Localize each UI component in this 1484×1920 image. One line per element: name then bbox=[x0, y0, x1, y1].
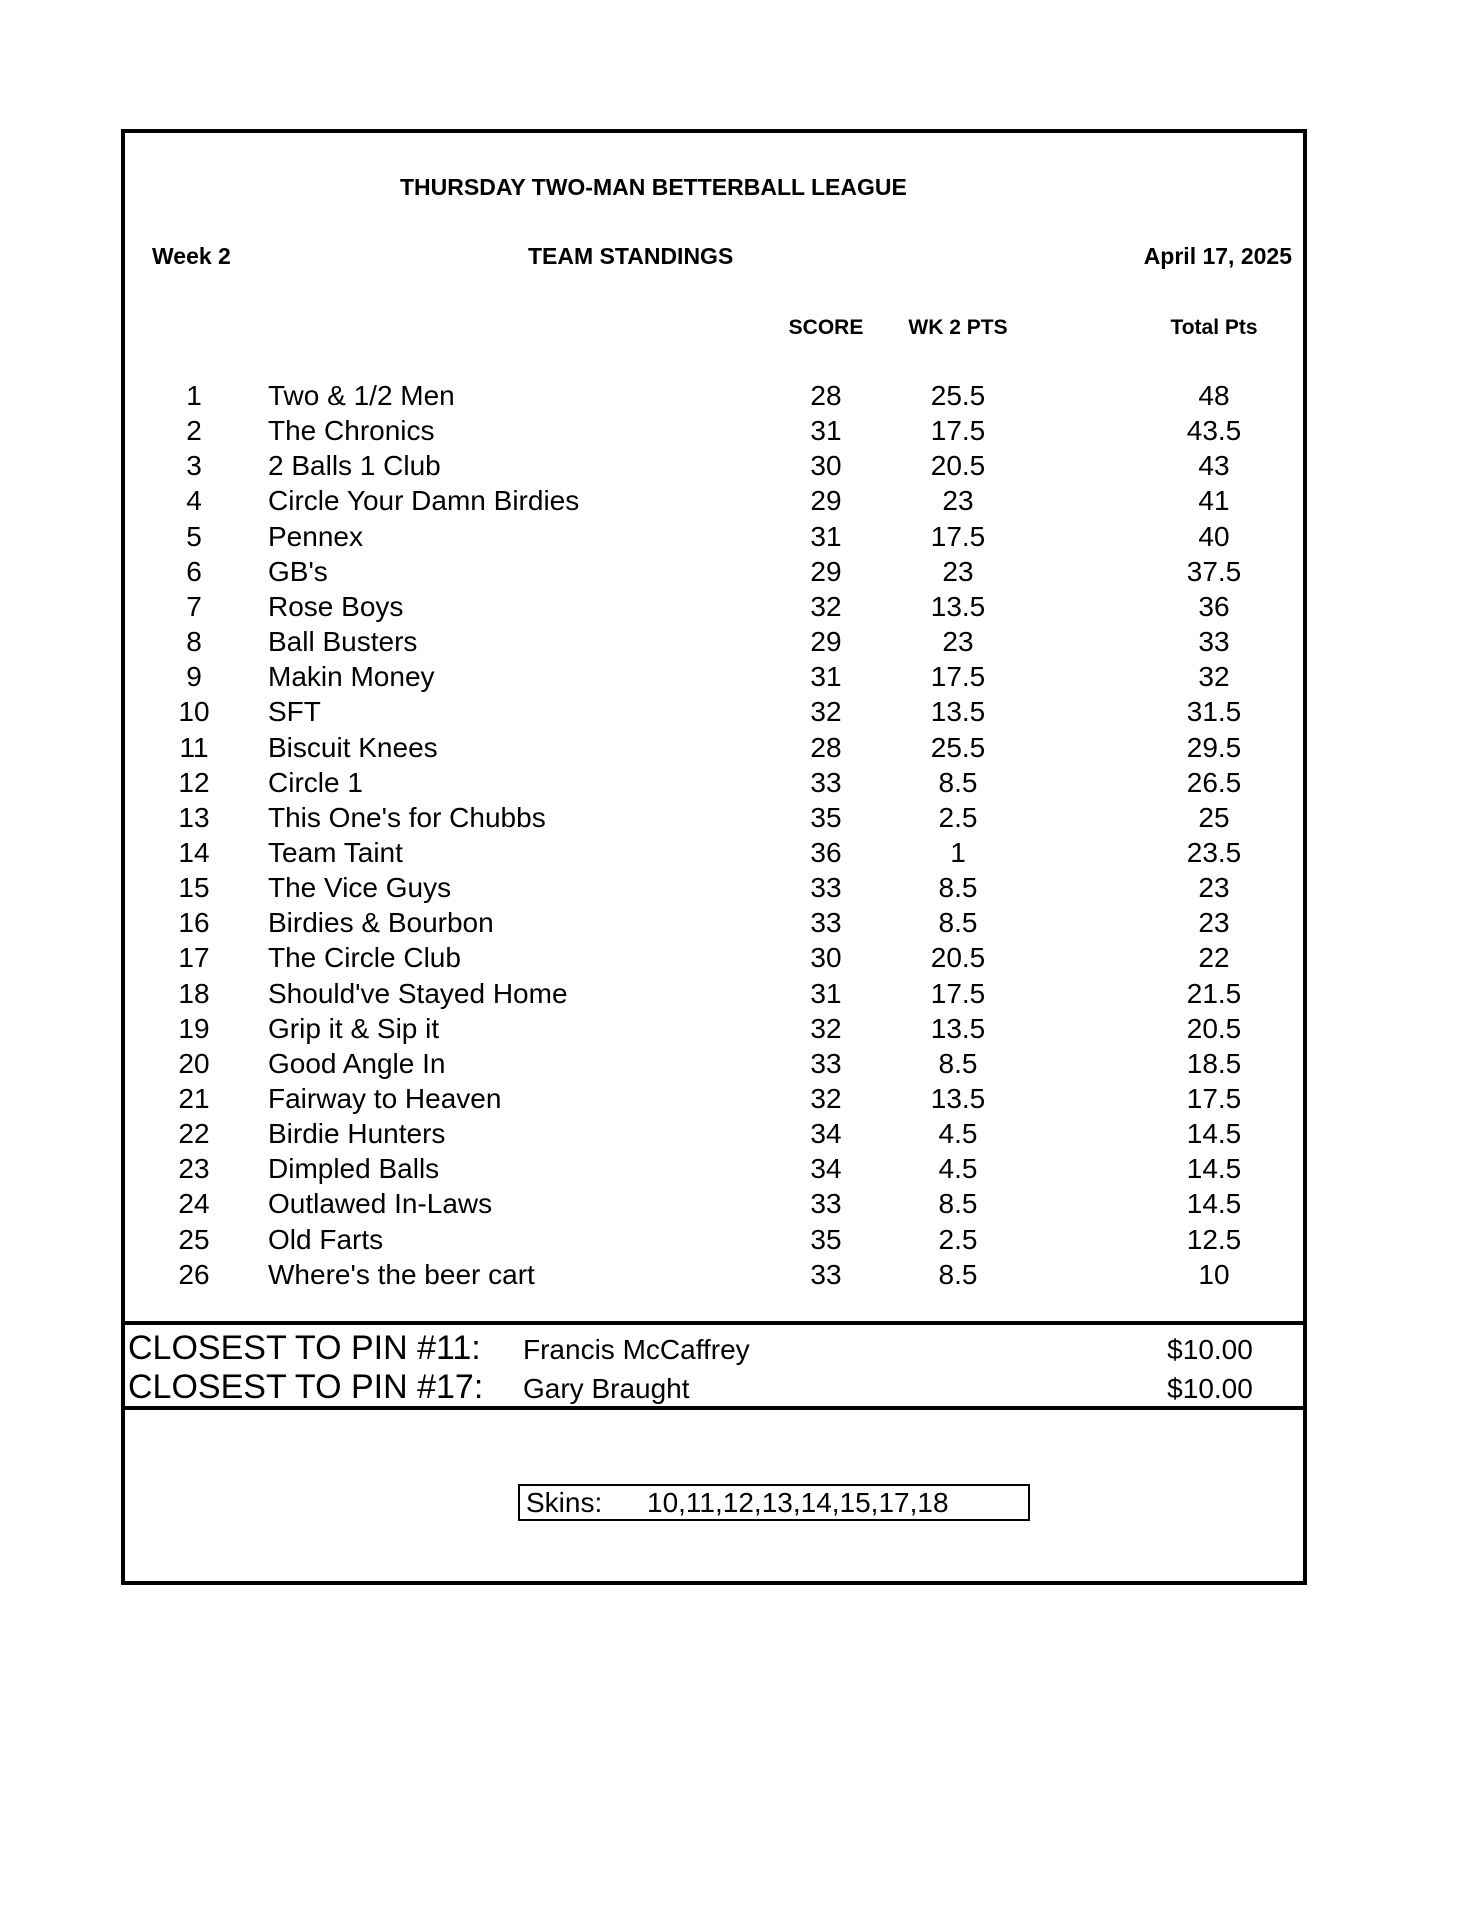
score-cell: 32 bbox=[810, 696, 842, 728]
score-cell: 35 bbox=[810, 801, 842, 833]
team-name-cell: Where's the beer cart bbox=[268, 1258, 535, 1290]
rank-cell: 15 bbox=[178, 872, 210, 904]
table-row bbox=[0, 624, 1484, 659]
team-name-cell: This One's for Chubbs bbox=[268, 801, 546, 833]
rank-cell: 25 bbox=[178, 1223, 210, 1255]
divider-top bbox=[121, 1321, 1307, 1325]
rank-cell: 5 bbox=[186, 520, 202, 552]
team-name-cell: 2 Balls 1 Club bbox=[268, 450, 441, 482]
week-pts-cell: 8.5 bbox=[938, 872, 978, 904]
total-pts-cell: 29.5 bbox=[1186, 731, 1242, 763]
rank-cell: 8 bbox=[186, 626, 202, 658]
total-pts-cell: 20.5 bbox=[1186, 1012, 1242, 1044]
score-cell: 34 bbox=[810, 1118, 842, 1150]
team-name-cell: Two & 1/2 Men bbox=[268, 380, 455, 411]
week-pts-cell: 13.5 bbox=[930, 1012, 986, 1044]
rank-cell: 21 bbox=[178, 1083, 210, 1114]
table-row bbox=[0, 976, 1484, 1011]
table-row bbox=[0, 870, 1484, 905]
week-pts-cell: 8.5 bbox=[938, 766, 978, 798]
week-pts-cell: 8.5 bbox=[938, 907, 978, 939]
score-cell: 33 bbox=[810, 1188, 842, 1220]
week-pts-cell: 2.5 bbox=[938, 1223, 978, 1255]
score-cell: 33 bbox=[810, 872, 842, 904]
score-cell: 30 bbox=[810, 942, 842, 974]
team-name-cell: Circle Your Damn Birdies bbox=[268, 485, 580, 517]
team-name-cell: Old Farts bbox=[268, 1223, 384, 1255]
table-row bbox=[0, 765, 1484, 800]
rank-cell: 3 bbox=[186, 450, 202, 482]
week-pts-cell: 4.5 bbox=[938, 1118, 978, 1150]
total-pts-cell: 23.5 bbox=[1186, 836, 1242, 868]
total-pts-cell: 23 bbox=[1198, 872, 1230, 904]
rank-cell: 23 bbox=[178, 1153, 210, 1185]
team-name-cell: The Circle Club bbox=[268, 942, 461, 974]
team-name-cell: Outlawed In-Laws bbox=[268, 1188, 493, 1220]
standings-date: April 17, 2025 bbox=[1143, 243, 1292, 269]
team-name-cell: Should've Stayed Home bbox=[268, 977, 568, 1009]
team-name-cell: The Vice Guys bbox=[268, 872, 452, 904]
week-pts-cell: 23 bbox=[942, 555, 974, 587]
table-row bbox=[0, 413, 1484, 448]
table-row bbox=[0, 940, 1484, 975]
table-row bbox=[0, 659, 1484, 694]
rank-cell: 17 bbox=[178, 942, 210, 974]
score-cell: 29 bbox=[810, 626, 842, 658]
week-pts-cell: 20.5 bbox=[930, 450, 986, 482]
week-pts-cell: 8.5 bbox=[938, 1188, 978, 1220]
week-pts-cell: 17.5 bbox=[930, 415, 986, 447]
table-row bbox=[0, 1257, 1484, 1292]
score-cell: 33 bbox=[810, 766, 842, 798]
ctp-label-17: CLOSEST TO PIN #17: bbox=[128, 1368, 484, 1406]
table-row bbox=[0, 694, 1484, 729]
table-row bbox=[0, 483, 1484, 518]
total-pts-cell: 32 bbox=[1198, 661, 1230, 693]
total-pts-cell: 14.5 bbox=[1186, 1118, 1242, 1150]
total-pts-cell: 48 bbox=[1198, 380, 1230, 411]
total-pts-cell: 26.5 bbox=[1186, 766, 1242, 798]
league-title: THURSDAY TWO-MAN BETTERBALL LEAGUE bbox=[400, 174, 907, 200]
table-row bbox=[0, 1151, 1484, 1186]
week-pts-cell: 20.5 bbox=[930, 942, 986, 974]
table-row bbox=[0, 1222, 1484, 1257]
divider-bottom bbox=[121, 1406, 1307, 1410]
rank-cell: 12 bbox=[178, 766, 210, 798]
table-row bbox=[0, 730, 1484, 765]
table-row bbox=[0, 519, 1484, 554]
score-cell: 31 bbox=[810, 520, 842, 552]
total-pts-cell: 23 bbox=[1198, 907, 1230, 939]
week-pts-cell: 2.5 bbox=[938, 801, 978, 833]
rank-cell: 9 bbox=[186, 661, 202, 693]
score-cell: 32 bbox=[810, 1012, 842, 1044]
total-pts-cell: 31.5 bbox=[1186, 696, 1242, 728]
rank-cell: 7 bbox=[186, 590, 202, 622]
week-pts-cell: 23 bbox=[942, 485, 974, 517]
team-name-cell: The Chronics bbox=[268, 415, 435, 447]
team-name-cell: Ball Busters bbox=[268, 626, 418, 658]
score-cell: 28 bbox=[810, 380, 842, 411]
team-name-cell: Makin Money bbox=[268, 661, 435, 693]
total-pts-cell: 43 bbox=[1198, 450, 1230, 482]
total-pts-cell: 33 bbox=[1198, 626, 1230, 658]
team-name-cell: Team Taint bbox=[268, 836, 403, 868]
total-pts-cell: 41 bbox=[1198, 485, 1230, 517]
table-row bbox=[0, 554, 1484, 589]
week-label: Week 2 bbox=[152, 243, 231, 269]
rank-cell: 13 bbox=[178, 801, 210, 833]
page-title: TEAM STANDINGS bbox=[528, 243, 734, 269]
total-pts-cell: 14.5 bbox=[1186, 1188, 1242, 1220]
table-row bbox=[0, 800, 1484, 835]
column-header-score: SCORE bbox=[788, 316, 864, 339]
rank-cell: 26 bbox=[178, 1258, 210, 1290]
score-cell: 31 bbox=[810, 661, 842, 693]
week-pts-cell: 25.5 bbox=[930, 380, 986, 411]
total-pts-cell: 37.5 bbox=[1186, 555, 1242, 587]
week-pts-cell: 13.5 bbox=[930, 696, 986, 728]
rank-cell: 14 bbox=[178, 836, 210, 868]
score-cell: 31 bbox=[810, 415, 842, 447]
skins-label: Skins: bbox=[526, 1487, 603, 1518]
week-pts-cell: 8.5 bbox=[938, 1258, 978, 1290]
total-pts-cell: 14.5 bbox=[1186, 1153, 1242, 1185]
column-header-total-pts: Total Pts bbox=[1170, 316, 1258, 339]
ctp-label-11: CLOSEST TO PIN #11: bbox=[128, 1329, 481, 1367]
total-pts-cell: 17.5 bbox=[1186, 1083, 1242, 1114]
team-name-cell: Good Angle In bbox=[268, 1047, 446, 1079]
team-name-cell: GB's bbox=[268, 555, 328, 587]
team-name-cell: Rose Boys bbox=[268, 590, 404, 622]
total-pts-cell: 43.5 bbox=[1186, 415, 1242, 447]
team-name-cell: Grip it & Sip it bbox=[268, 1012, 440, 1044]
table-row bbox=[0, 1046, 1484, 1081]
table-row bbox=[0, 905, 1484, 940]
team-name-cell: Biscuit Knees bbox=[268, 731, 438, 763]
skins-holes: 10,11,12,13,14,15,17,18 bbox=[647, 1487, 949, 1518]
total-pts-cell: 12.5 bbox=[1186, 1223, 1242, 1255]
week-pts-cell: 17.5 bbox=[930, 977, 986, 1009]
ctp-amount-11: $10.00 bbox=[1167, 1334, 1253, 1365]
rank-cell: 1 bbox=[186, 380, 202, 411]
total-pts-cell: 36 bbox=[1198, 590, 1230, 622]
table-row bbox=[0, 1116, 1484, 1151]
team-name-cell: Dimpled Balls bbox=[268, 1153, 440, 1185]
table-row bbox=[0, 589, 1484, 624]
rank-cell: 6 bbox=[186, 555, 202, 587]
rank-cell: 2 bbox=[186, 415, 202, 447]
score-cell: 36 bbox=[810, 836, 842, 868]
week-pts-cell: 4.5 bbox=[938, 1153, 978, 1185]
score-cell: 31 bbox=[810, 977, 842, 1009]
rank-cell: 24 bbox=[178, 1188, 210, 1220]
week-pts-cell: 13.5 bbox=[930, 1083, 986, 1114]
table-row bbox=[0, 1186, 1484, 1221]
team-name-cell: Pennex bbox=[268, 520, 363, 552]
table-row bbox=[0, 1081, 1484, 1116]
ctp-winner-17: Gary Braught bbox=[523, 1373, 690, 1404]
score-cell: 28 bbox=[810, 731, 842, 763]
table-row bbox=[0, 378, 1484, 413]
ctp-amount-17: $10.00 bbox=[1167, 1373, 1253, 1404]
week-pts-cell: 8.5 bbox=[938, 1047, 978, 1079]
week-pts-cell: 17.5 bbox=[930, 661, 986, 693]
total-pts-cell: 22 bbox=[1198, 942, 1230, 974]
score-cell: 32 bbox=[810, 590, 842, 622]
week-pts-cell: 25.5 bbox=[930, 731, 986, 763]
rank-cell: 16 bbox=[178, 907, 210, 939]
total-pts-cell: 40 bbox=[1198, 520, 1230, 552]
rank-cell: 4 bbox=[186, 485, 202, 517]
rank-cell: 10 bbox=[178, 696, 210, 728]
ctp-winner-11: Francis McCaffrey bbox=[523, 1334, 750, 1365]
team-name-cell: Circle 1 bbox=[268, 766, 363, 798]
column-header-week-pts: WK 2 PTS bbox=[908, 316, 1008, 339]
score-cell: 33 bbox=[810, 1258, 842, 1290]
total-pts-cell: 18.5 bbox=[1186, 1047, 1242, 1079]
total-pts-cell: 25 bbox=[1198, 801, 1230, 833]
week-pts-cell: 1 bbox=[950, 836, 966, 868]
table-row bbox=[0, 835, 1484, 870]
rank-cell: 20 bbox=[178, 1047, 210, 1079]
rank-cell: 18 bbox=[178, 977, 210, 1009]
team-name-cell: SFT bbox=[268, 696, 321, 728]
rank-cell: 22 bbox=[178, 1118, 210, 1150]
table-row bbox=[0, 448, 1484, 483]
week-pts-cell: 17.5 bbox=[930, 520, 986, 552]
week-pts-cell: 23 bbox=[942, 626, 974, 658]
rank-cell: 19 bbox=[178, 1012, 210, 1044]
total-pts-cell: 21.5 bbox=[1186, 977, 1242, 1009]
week-pts-cell: 13.5 bbox=[930, 590, 986, 622]
score-cell: 35 bbox=[810, 1223, 842, 1255]
team-name-cell: Birdies & Bourbon bbox=[268, 907, 494, 939]
team-name-cell: Fairway to Heaven bbox=[268, 1083, 502, 1114]
score-cell: 32 bbox=[810, 1083, 842, 1114]
team-name-cell: Birdie Hunters bbox=[268, 1118, 446, 1150]
score-cell: 29 bbox=[810, 555, 842, 587]
score-cell: 34 bbox=[810, 1153, 842, 1185]
skins-box bbox=[518, 1484, 1030, 1521]
table-row bbox=[0, 1011, 1484, 1046]
total-pts-cell: 10 bbox=[1198, 1258, 1230, 1290]
score-cell: 29 bbox=[810, 485, 842, 517]
score-cell: 30 bbox=[810, 450, 842, 482]
score-cell: 33 bbox=[810, 1047, 842, 1079]
score-cell: 33 bbox=[810, 907, 842, 939]
rank-cell: 11 bbox=[179, 731, 209, 763]
